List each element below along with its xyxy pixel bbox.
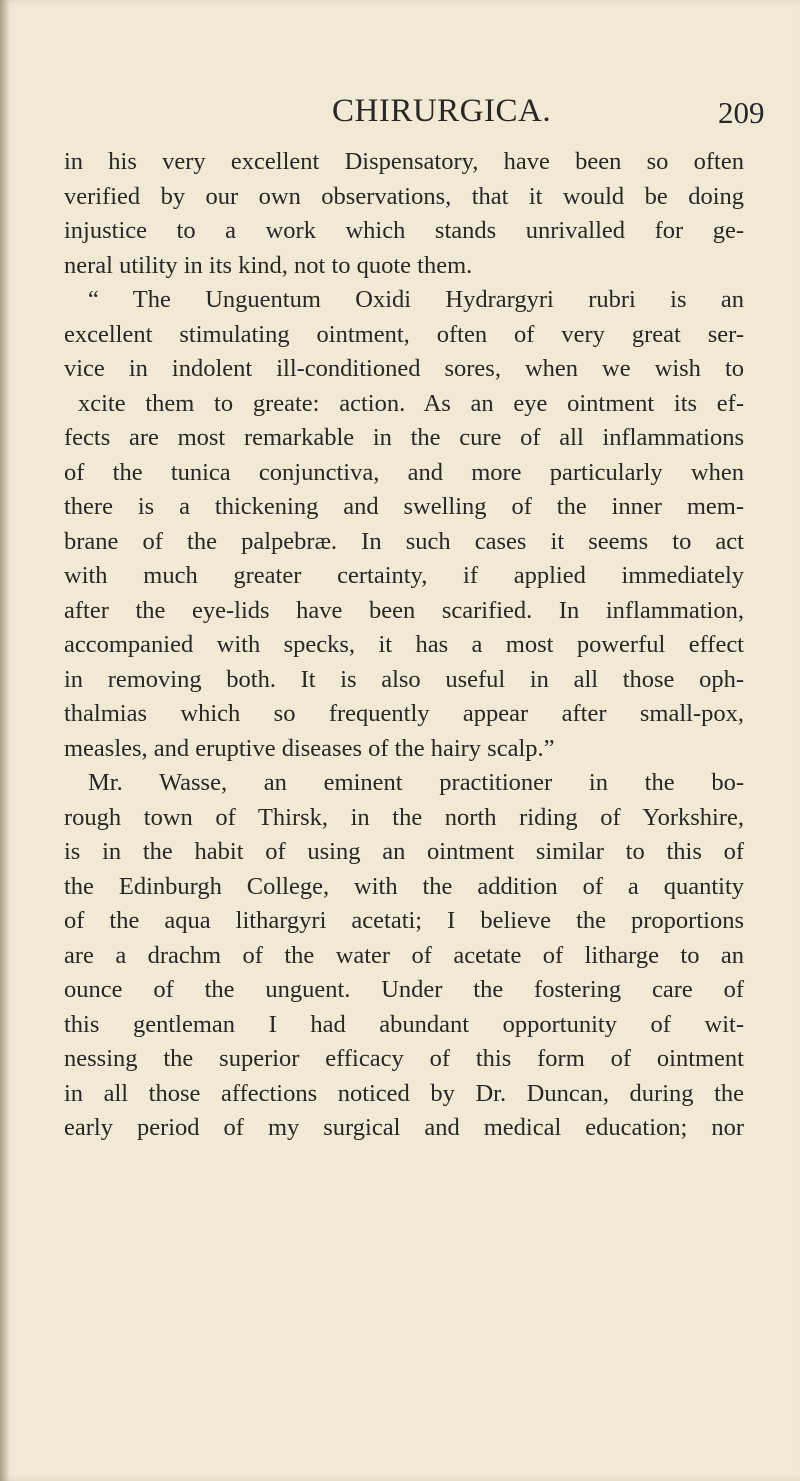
text-line: are a drachm of the water of acetate of litharge to an	[64, 941, 744, 969]
text-line: rough town of Thirsk, in the north riding of Yorkshire,	[64, 803, 744, 831]
text-line: Mr. Wasse, an eminent practitioner in the bo-	[88, 769, 744, 796]
text-line: excellent stimulating ointment, often of very great ser-	[64, 320, 744, 348]
text-line: with much greater certainty, if applied immediately	[64, 562, 744, 589]
text-line: verified by our own observations, that it would be doing	[64, 182, 744, 210]
text-line: injustice to a work which stands unrivalled for ge-	[64, 217, 744, 244]
page-gutter-shadow	[0, 0, 10, 1481]
text-line: accompanied with specks, it has a most powerful effect	[64, 631, 744, 658]
page-number: 209	[718, 95, 765, 130]
text-line: there is a thickening and swelling of the inner mem-	[64, 493, 744, 520]
text-line: nessing the superior efficacy of this form of ointment	[64, 1045, 744, 1072]
text-line: brane of the palpebræ. In such cases it seems to act	[64, 527, 744, 555]
text-line: neral utility in its kind, not to quote them.	[64, 251, 473, 279]
text-line: this gentleman I had abundant opportunity of wit-	[64, 1010, 744, 1038]
text-line: fects are most remarkable in the cure of all inflammations	[64, 424, 744, 451]
text-line: in his very excellent Dispensatory, have been so often	[64, 148, 744, 175]
text-line: of the aqua lithargyri acetati; I believe the proportions	[64, 907, 744, 934]
text-line: measles, and eruptive diseases of the hairy scalp.”	[64, 734, 555, 762]
text-line: in all those affections noticed by Dr. Duncan, during the	[64, 1079, 744, 1107]
text-line: xcite them to greate: action. As an eye ointment its ef-	[78, 389, 744, 417]
body-text	[64, 145, 744, 1146]
text-line: in removing both. It is also useful in all those oph-	[64, 665, 744, 693]
text-line: ounce of the unguent. Under the fostering care of	[64, 976, 744, 1003]
text-line: thalmias which so frequently appear after small-pox,	[64, 700, 744, 727]
text-line: after the eye-lids have been scarified. In inflammation,	[64, 596, 744, 624]
text-line: is in the habit of using an ointment similar to this of	[64, 838, 744, 865]
running-title: CHIRURGICA.	[332, 93, 552, 129]
text-line: the Edinburgh College, with the addition of a quantity	[64, 872, 744, 900]
text-line: “ The Unguentum Oxidi Hydrargyri rubri is an	[88, 286, 744, 313]
text-line: early period of my surgical and medical education; nor	[64, 1114, 744, 1141]
text-line: vice in indolent ill-conditioned sores, when we wish to	[64, 355, 744, 382]
running-head	[0, 86, 800, 136]
text-line: of the tunica conjunctiva, and more particularly when	[64, 458, 744, 486]
